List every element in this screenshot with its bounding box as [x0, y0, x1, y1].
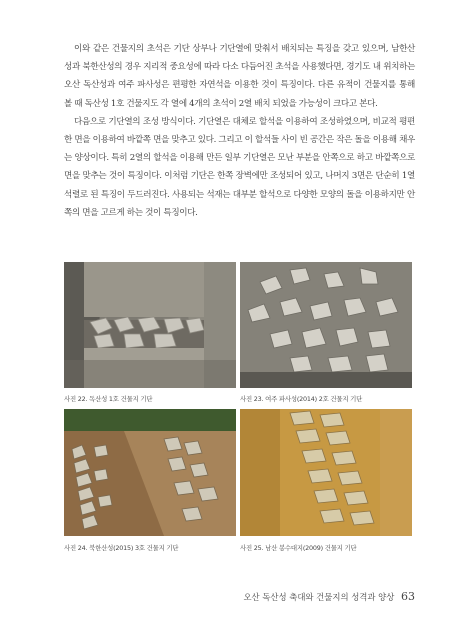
photo-22-caption: 사진 22. 독산성 1호 건물지 기단: [64, 395, 153, 403]
photo-24-caption: 사진 24. 북한산성(2015) 3호 건물지 기단: [64, 544, 179, 552]
page-footer: [243, 590, 415, 603]
photo-23-caption: 사진 23. 여주 파사성(2014) 2호 건물지 기단: [240, 395, 363, 403]
photo-25: [240, 409, 412, 536]
page-number: 63: [401, 590, 415, 603]
photo-25-caption: 사진 25. 남산 봉수대지(2009) 건물지 기단: [240, 544, 357, 552]
running-title: 오산 독산성 축대와 건물지의 성격과 양상: [243, 592, 395, 602]
photo-23: [240, 262, 412, 388]
photo-24: [64, 409, 236, 536]
photo-22: [64, 262, 236, 388]
body-text: [64, 40, 415, 222]
paragraph-2: 다음으로 기단열의 조성 방식이다. 기단열은 대체로 할석을 이용하여 조성하였으며, 비교적 평편한 면을 이용하여 바깥쪽 면을 맞추고 있다. 그리고 이 할석들 사이 빈 공간은 작은 돌을 이용해 채우는 양상이다. 특히 2열의 할석을 이용해 만든 일부 기단열은 모난 부분을 안쪽으로 하고 바깥쪽으로 면을 맞추는 것이 특징이다. 이처럼 기단은 한쪽 장벽에만 조성되어 있고, 나머지 3면은 단순히 1열 석렬로 된 특징이 두드러진다. 사용되는 석재는 대부분 할석으로 다양한 모양의 돌을 이용하지만 안쪽의 면을 고르게 하는 것이 특징이다.: [64, 116, 415, 218]
paragraph-1: 이와 같은 건물지의 초석은 기단 상부나 기단열에 맞춰서 배치되는 특징을 갖고 있으며, 남한산성과 북한산성의 경우 지리적 중요성에 따라 다소 다듬어진 초석을 사용했다면, 경기도 내 위치하는 오산 독산성과 여주 파사성은 편평한 자연석을 이용한 것이 특징이다. 다른 유적이 건물지를 통해 볼 때 독산성 1호 건물지도 각 열에 4개의 초석이 2열 배치 되었을 가능성이 크다고 본다.: [64, 44, 415, 109]
